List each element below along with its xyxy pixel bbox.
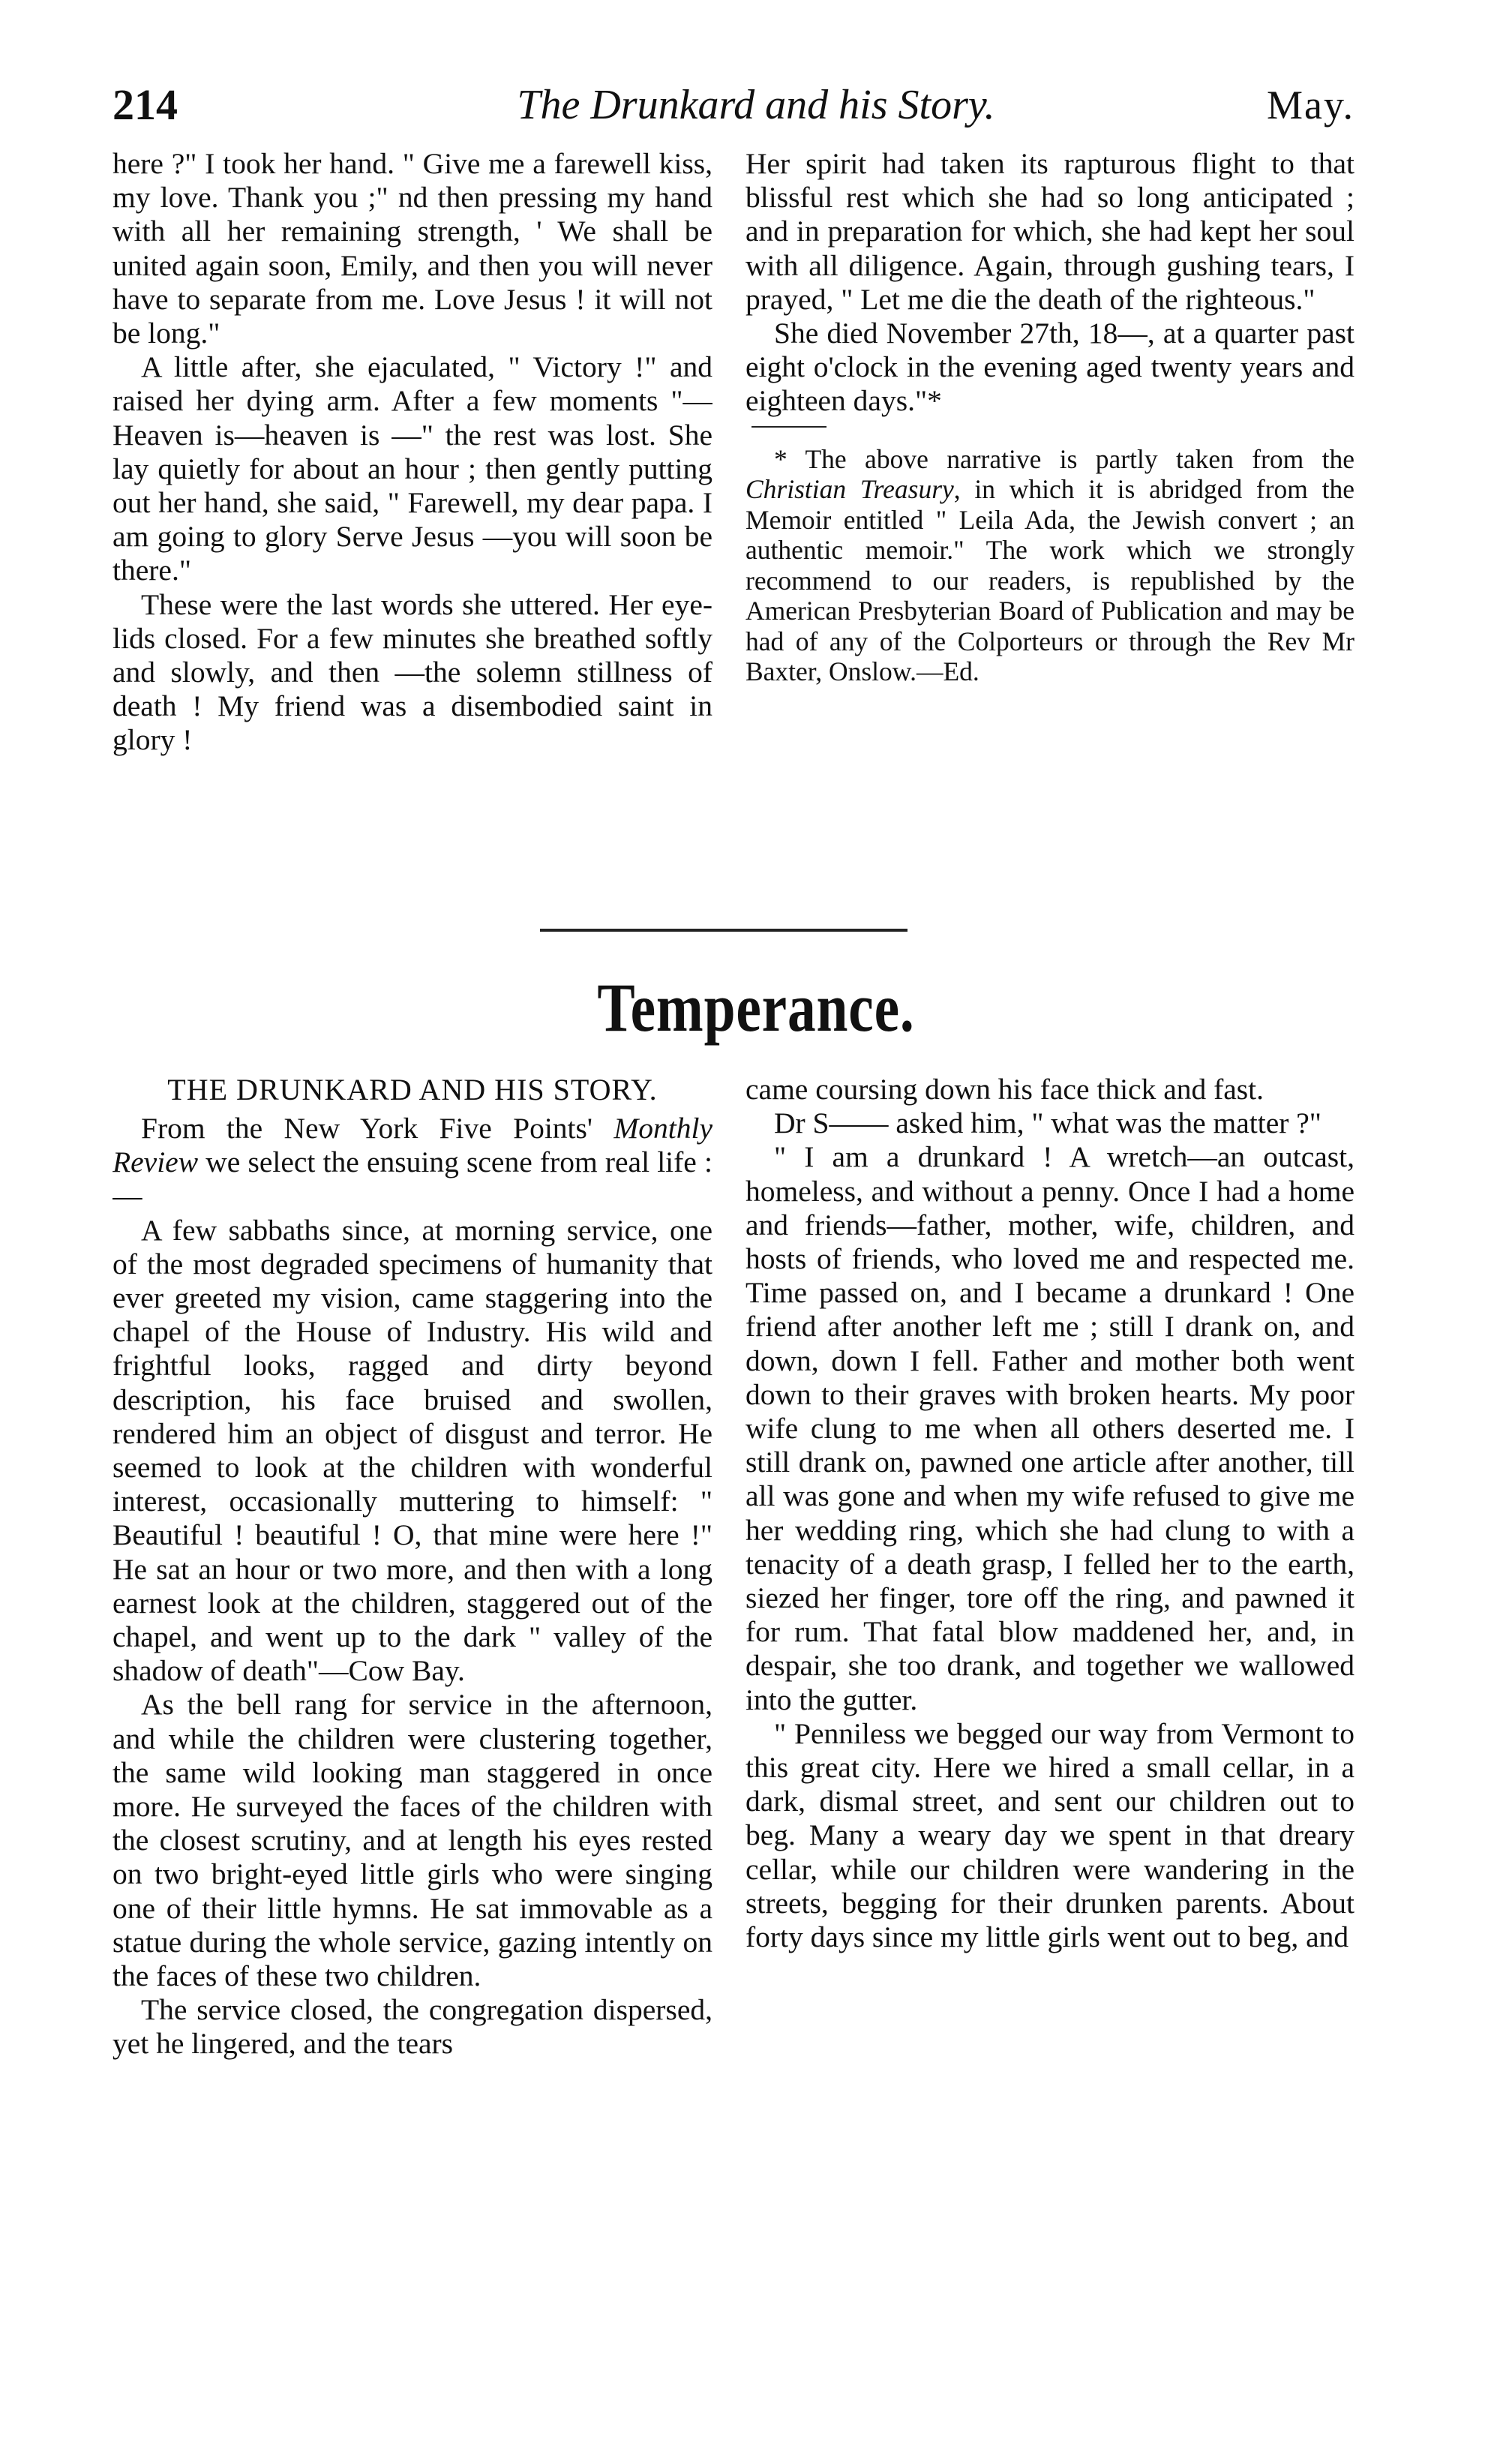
- footnote-text-end: , in which it is abridged from the Memoir entitled " Leila Ada, the Jewish convert ; an authentic memoir." The work which we strongly recommend to our readers, is republished by the American Presbyterian Board of Publication and may be had of any of the Colporteurs or through the Rev Mr Baxter, Onslow.—Ed.: [746, 474, 1354, 687]
- article-title: THE DRUNKARD AND HIS STORY.: [167, 1073, 658, 1106]
- paragraph: These were the last words she uttered. Her eye-lids closed. For a few minutes she breathed softly and slowly, and then —the solemn stillness of death ! My friend was a disembodied saint in glory !: [112, 587, 712, 757]
- paragraph: Her spirit had taken its rapturous flight to that blissful rest which she had so long anticipated ; and in preparation for which, she had kept her soul with all diligence. Again, through gushing tears, I prayed, " Let me die the death of the righteous.": [746, 147, 1354, 316]
- page-number: 214: [112, 80, 178, 129]
- footnote-text-start: * The above narrative is partly taken from the: [774, 443, 1354, 474]
- paragraph: Dr S—— asked him, " what was the matter ?": [774, 1106, 1322, 1140]
- paragraph: here ?" I took her hand. " Give me a farewell kiss, my love. Thank you ;" nd then pressing my hand with all her remaining strength, ' We shall be united again soon, Emily, and then you will never have to separate from me. Love Jesus ! it will not be long.": [112, 147, 712, 350]
- footnote-text: [746, 444, 1354, 687]
- paragraph: " Penniless we begged our way from Vermont to this great city. Here we hired a small cellar, in a dark, dismal street, and sent our children out to beg. Many a weary day we spent in that dreary cellar, while our children were wandering in the streets, begging for their drunken parents. About forty days since my little girls went out to beg, and: [746, 1716, 1354, 1954]
- section-divider: [540, 929, 908, 932]
- paragraph: The service closed, the congregation dispersed, yet he lingered, and the tears: [112, 1993, 712, 2061]
- issue-month: May.: [1267, 83, 1354, 128]
- paragraph: A few sabbaths since, at morning service, one of the most degraded specimens of humanity that ever greeted my vision, came staggering into the chapel of the House of Industry. His wild and frightful looks, ragged and dirty beyond description, his face bruised and swollen, rendered him an object of disgust and terror. He seemed to look at the children with wonderful interest, occasionally muttering to himself: " Beautiful ! beautiful ! O, that mine were here !" He sat an hour or two more, and then with a long earnest look at the children, staggered out of the chapel, and went up to the dark " valley of the shadow of death"—Cow Bay.: [112, 1213, 712, 1688]
- paragraph: As the bell rang for service in the afternoon, and while the children were clustering together, the same wild looking man staggered in once more. He surveyed the faces of the children with the closest scrutiny, and at length his eyes rested on two bright-eyed little girls who were singing one of their little hymns. He sat immovable as a statue during the whole service, gazing intently on the faces of these two children.: [112, 1688, 712, 1993]
- footnote-source-title: Christian Treasury: [746, 474, 954, 505]
- upper-left-column: [112, 147, 712, 890]
- section-title: Temperance.: [597, 969, 915, 1046]
- paragraph: She died November 27th, 18—, at a quarter past eight o'clock in the evening aged twenty years and eighteen days."*: [746, 317, 1354, 418]
- paragraph: " I am a drunkard ! A wretch—an outcast, homeless, and without a penny. Once I had a home and friends—father, mother, wife, children, and hosts of friends, who loved me and respected me. Time passed on, and I became a drunkard ! One friend after another left me ; still I drank on, and down, down I fell. Father and mother both went down to their graves with broken hearts. My poor wife clung to me when all others deserted me. I still drank on, pawned one article after another, till all was gone and when my wife refused to give me her wedding ring, which she had clung to with a tenacity of a death grasp, I felled her to the earth, siezed her finger, tore off the ring, and pawned it for rum. That fatal blow maddened her, and, in despair, she too drank, and together we wallowed into the gutter.: [746, 1140, 1354, 1716]
- running-title: The Drunkard and his Story.: [517, 82, 995, 128]
- intro-text-end: we select the ensuing scene from real life :—: [112, 1145, 712, 1213]
- article-left-column: [112, 1073, 712, 2430]
- upper-right-column: [746, 147, 1354, 890]
- paragraph: A little after, she ejaculated, " Victory !" and raised her dying arm. After a few moments "—Heaven is—heaven is —" the rest was lost. She lay quietly for about an hour ; then gently putting out her hand, she said, " Farewell, my dear papa. I am going to glory Serve Jesus —you will soon be there.": [112, 350, 712, 587]
- intro-text-start: From the New York Five Points': [141, 1112, 614, 1145]
- paragraph: came coursing down his face thick and fast.: [746, 1073, 1264, 1106]
- article-right-column: [746, 1073, 1354, 2430]
- source-publication: Monthly Review: [112, 1112, 712, 1179]
- article-intro: [112, 1112, 712, 1214]
- footnote: [746, 444, 1354, 687]
- footnote-rule: [752, 426, 826, 428]
